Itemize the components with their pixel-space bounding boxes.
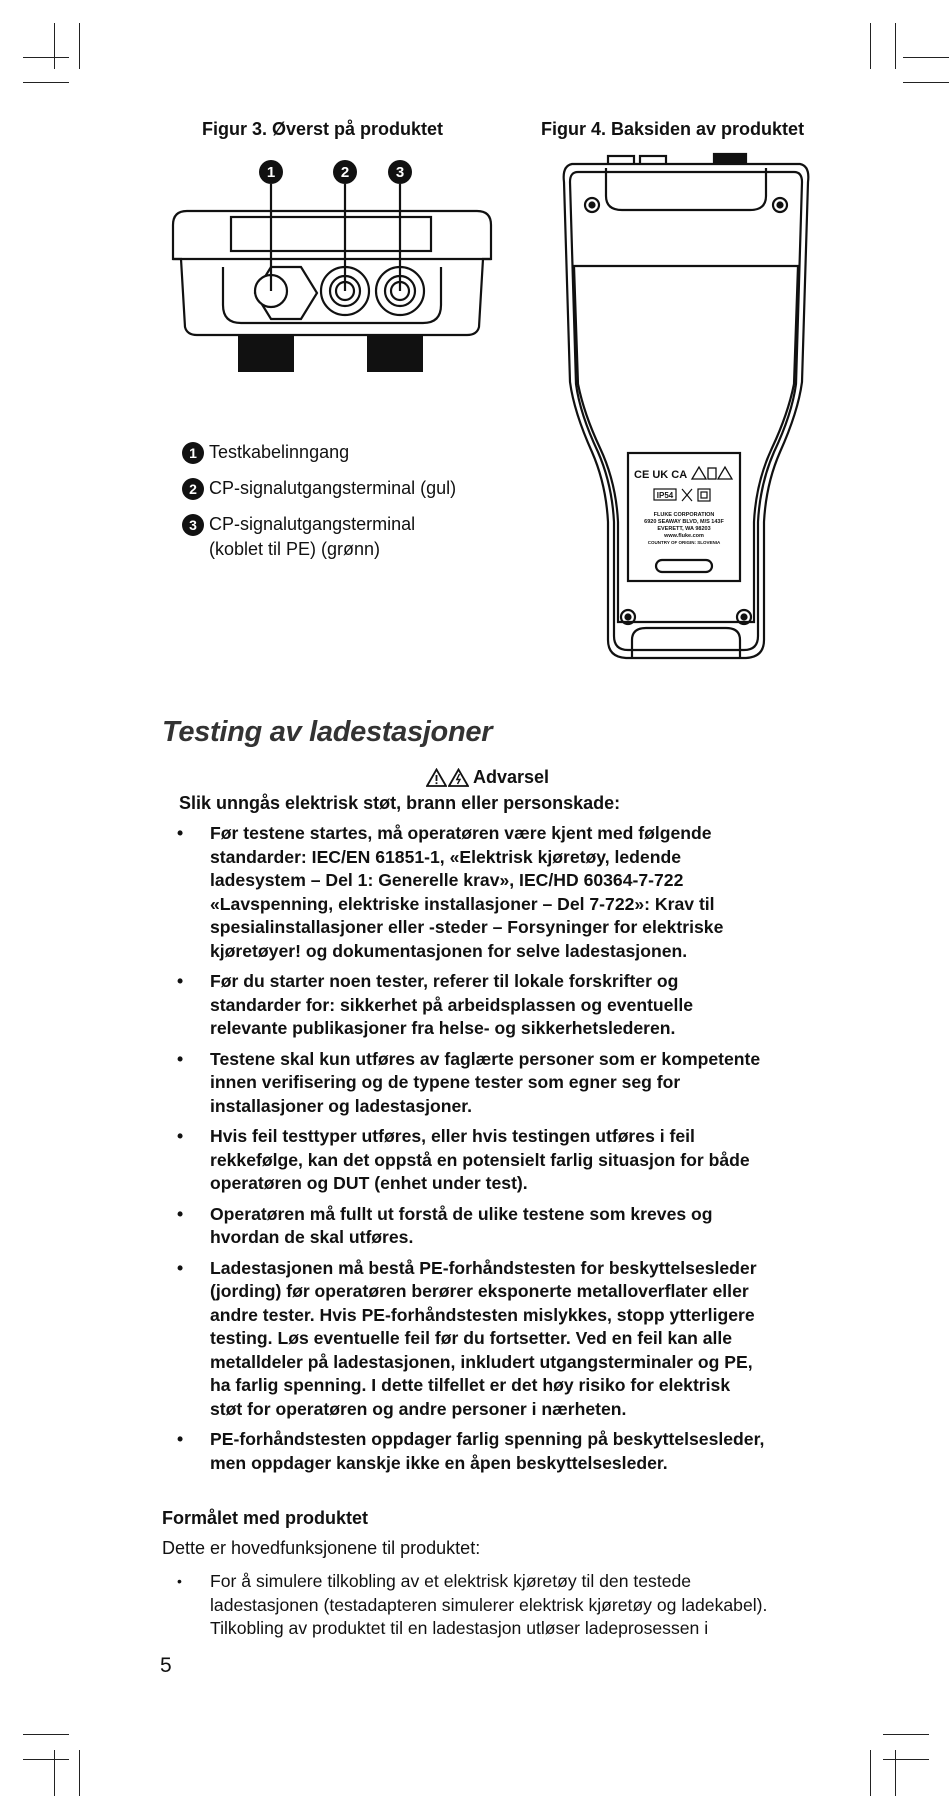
svg-text:1: 1 (266, 164, 276, 181)
legend-number-badge: 3 (182, 514, 204, 536)
text-line: ladestasjonen (testadapteren simulerer elektrisk kjøretøy og ladekabel). (210, 1594, 768, 1615)
foot (238, 335, 294, 372)
page-number: 5 (160, 1654, 172, 1677)
text-line: relevante publikasjoner fra helse- og sikkerhetslederen. (210, 1018, 676, 1038)
legend-number-badge: 2 (182, 478, 204, 500)
crop-mark (895, 1750, 896, 1796)
legend-text: Testkabelinngang (209, 442, 350, 462)
svg-text:3: 3 (395, 164, 405, 181)
bullet: • (177, 1203, 184, 1224)
label-website: www.fluke.com (664, 533, 704, 539)
warning-title (426, 767, 549, 788)
callout-2 (333, 160, 357, 184)
legend-text: CP-signalutgangsterminal (gul) (209, 478, 457, 498)
text-line: Testene skal kun utføres av faglærte personer som er kompetente (210, 1048, 761, 1069)
callout-1 (259, 160, 283, 184)
legend-item (182, 476, 456, 501)
warning-item (177, 1203, 837, 1250)
text-line: støt for operatøren og andre personer i nærheten. (210, 1398, 627, 1419)
text-line: Før du starter noen tester, referer til lokale forskrifter og (210, 971, 679, 991)
ip-rating: IP54 (656, 491, 674, 500)
warning-item (177, 1257, 837, 1422)
text-line: spesialinstallasjoner eller -steder – Forsyninger for elektriske (210, 917, 724, 937)
warning-item (177, 1428, 837, 1475)
bullet: • (177, 1048, 184, 1069)
warning-label: Advarsel (473, 767, 550, 787)
crop-mark (54, 23, 55, 69)
warning-intro: Slik unngås elektrisk støt, brann eller personskade: (179, 793, 621, 813)
function-item (177, 1570, 837, 1641)
purpose-intro: Dette er hovedfunksjonene til produktet: (162, 1538, 481, 1558)
text-line: standarder: IEC/EN 61851-1, «Elektrisk kjøretøy, ledende (210, 846, 681, 867)
electric-hazard-icon (448, 768, 469, 787)
text-line: Før testene startes, må operatøren være kjent med følgende (210, 823, 712, 843)
text-line: ladesystem – Del 1: Generelle krav», IEC/HD 60364-7-722 (210, 870, 684, 890)
callout-3 (388, 160, 412, 184)
legend-item (182, 512, 456, 562)
legend-text-line: CP-signalutgangsterminal (209, 514, 416, 534)
label-address-2: EVERETT, WA 98203 (657, 526, 711, 532)
warning-item (177, 970, 837, 1041)
purpose-heading: Formålet med produktet (162, 1508, 369, 1528)
text-line: hvordan de skal utføres. (210, 1227, 414, 1247)
crop-mark (23, 82, 69, 83)
figure-4-product-back-illustration (558, 152, 814, 664)
text-line: testing. Løs eventuelle feil før du fortsetter. Ved en feil kan alle (210, 1328, 733, 1348)
crop-mark (903, 57, 949, 58)
warning-list (177, 822, 837, 1482)
bullet: • (177, 1429, 184, 1449)
text-line: kjøretøyer! og dokumentasjonen for selve ladestasjonen. (210, 940, 688, 961)
crop-mark (870, 1750, 871, 1796)
bullet: • (177, 1126, 184, 1146)
warning-item (177, 822, 837, 963)
text-line: men oppdager kanskje ikke en åpen beskyttelsesleder. (210, 1452, 668, 1473)
text-line: rekkefølge, kan det oppstå en potensielt farlig situasjon for både (210, 1149, 750, 1170)
warning-icon (426, 768, 447, 787)
crop-mark (79, 1750, 80, 1796)
figure-3-product-top-illustration (165, 155, 505, 375)
text-line: innen verifisering og de typene tester som egner seg for (210, 1072, 681, 1092)
svg-text:2: 2 (340, 164, 350, 181)
crop-mark (895, 23, 896, 69)
text-line: standarder for: sikkerhet på arbeidsplassen og eventuelle (210, 994, 694, 1015)
text-line: ha farlig spenning. I dette tilfellet er det høy risiko for elektrisk (210, 1375, 731, 1395)
crop-mark (870, 23, 871, 69)
text-line: Ladestasjonen må bestå PE-forhåndstesten for beskyttelsesleder (210, 1257, 757, 1278)
figure-4-title: Figur 4. Baksiden av produktet (541, 119, 805, 139)
function-list (177, 1570, 837, 1641)
text-line: For å simulere tilkobling av et elektrisk kjøretøy til den testede (210, 1571, 692, 1591)
text-line: installasjoner og ladestasjoner. (210, 1095, 473, 1116)
text-line: Hvis feil testtyper utføres, eller hvis testingen utføres i feil (210, 1126, 695, 1146)
label-origin: COUNTRY OF ORIGIN: SLOVENIA (647, 540, 721, 545)
legend-text-line: (koblet til PE) (grønn) (209, 539, 381, 559)
certification-marks: CE UK CA (634, 469, 688, 481)
text-line: andre tester. Hvis PE-forhåndstesten mislykkes, stopp ytterligere (210, 1304, 755, 1325)
figure-3-title: Figur 3. Øverst på produktet (202, 119, 444, 139)
crop-mark (883, 1734, 929, 1735)
crop-mark (883, 1759, 929, 1760)
figure-3-legend (182, 440, 456, 573)
legend-item (182, 440, 456, 465)
crop-mark (54, 1750, 55, 1796)
text-line: (jording) før operatøren berører eksponerte metalloverflater eller (210, 1281, 749, 1301)
warning-item (177, 1048, 837, 1119)
legend-text (209, 512, 415, 562)
bullet: • (177, 1257, 184, 1278)
warning-item (177, 1125, 837, 1196)
text-line: «Lavspenning, elektriske installasjoner – Del 7-722»: Krav til (210, 893, 715, 914)
crop-mark (23, 57, 69, 58)
warning-icons (426, 768, 469, 787)
foot (367, 335, 423, 372)
text-line: operatøren og DUT (enhet under test). (210, 1173, 528, 1193)
text-line: PE-forhåndstesten oppdager farlig spenning på beskyttelsesleder, (210, 1429, 765, 1449)
label-company: FLUKE CORPORATION (653, 512, 715, 518)
bullet: • (177, 971, 184, 991)
crop-mark (903, 82, 949, 83)
crop-mark (23, 1759, 69, 1760)
text-line: Tilkobling av produktet til en ladestasjon utløser ladeprosessen i (210, 1618, 709, 1638)
text-line: metalldeler på ladestasjonen, inkludert utgangsterminaler og PE, (210, 1351, 753, 1372)
crop-mark (23, 1734, 69, 1735)
bullet: • (177, 823, 184, 843)
crop-mark (79, 23, 80, 69)
legend-number-badge: 1 (182, 442, 204, 464)
bullet: • (177, 1573, 182, 1589)
label-address-1: 6920 SEAWAY BLVD, M/S 143F (644, 519, 724, 525)
section-heading: Testing av ladestasjoner (162, 716, 493, 748)
text-line: Operatøren må fullt ut forstå de ulike testene som kreves og (210, 1203, 713, 1224)
